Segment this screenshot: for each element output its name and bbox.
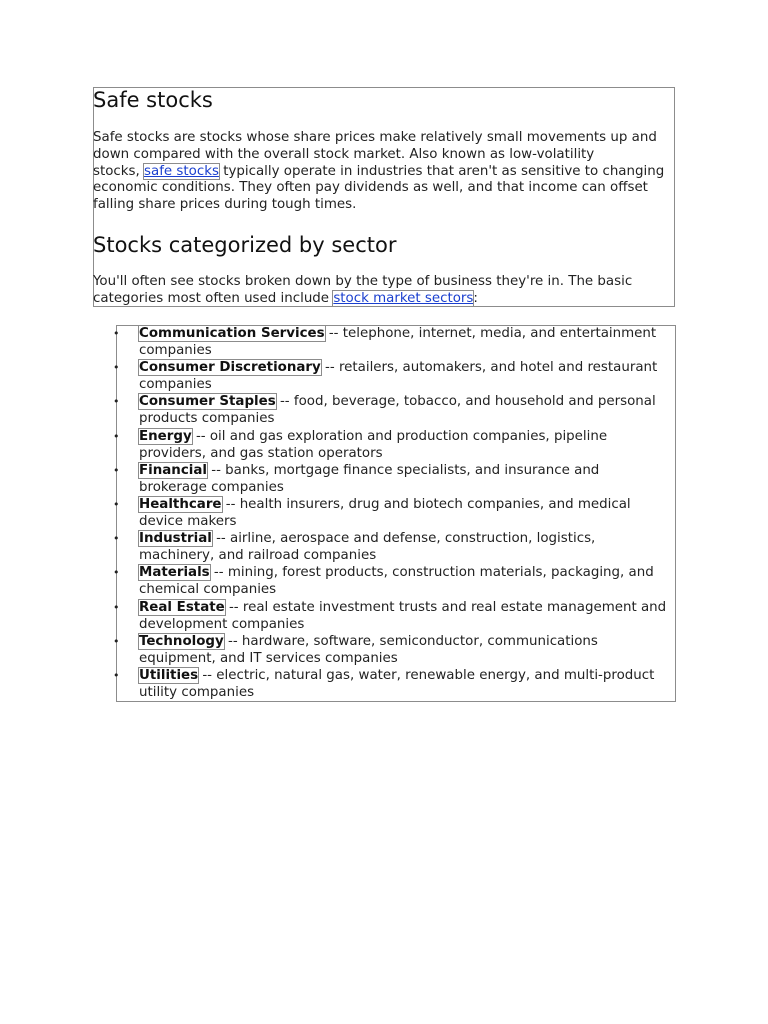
- bullet-icon: •: [113, 566, 120, 580]
- sector-description: utility companies: [139, 684, 255, 700]
- sector-description: providers, and gas station operators: [139, 445, 383, 461]
- sector-entry: [139, 667, 679, 701]
- sector-term: Energy: [139, 428, 192, 444]
- sector-description: machinery, and railroad companies: [139, 548, 377, 564]
- sector-description: -- oil and gas exploration and production companies, pipeline: [191, 428, 608, 444]
- safe-stocks-link[interactable]: safe stocks: [144, 163, 219, 179]
- list-item: [113, 599, 676, 633]
- sector-entry: [139, 462, 679, 496]
- sector-term: Communication Services: [139, 326, 325, 341]
- paragraph-line: [93, 291, 683, 308]
- paragraph-line: Safe stocks are stocks whose share prices make relatively small movements up and: [93, 130, 657, 145]
- sector-description: products companies: [139, 411, 275, 427]
- sector-description: chemical companies: [139, 582, 277, 598]
- paragraph-line: [93, 164, 683, 181]
- sector-line: [139, 359, 679, 376]
- bullet-icon: •: [113, 532, 120, 546]
- bullet-icon: •: [113, 327, 120, 340]
- paragraph-text: categories most often used include: [93, 290, 334, 306]
- bullet-icon: •: [113, 600, 120, 614]
- sector-description: -- airline, aerospace and defense, construction, logistics,: [211, 531, 596, 547]
- sector-description: -- mining, forest products, construction materials, packaging, and: [209, 565, 654, 581]
- bullet-icon: •: [113, 361, 120, 375]
- bullet-icon: •: [113, 634, 120, 648]
- sector-list: [113, 325, 676, 701]
- sector-term: Industrial: [139, 531, 212, 547]
- sector-term: Consumer Discretionary: [139, 360, 321, 376]
- sector-line: [139, 599, 679, 616]
- sector-entry: [139, 633, 679, 667]
- sector-entry: [139, 564, 679, 598]
- sector-description: -- health insurers, drug and biotech companies, and medical: [221, 496, 631, 512]
- stock-market-sectors-link[interactable]: stock market sectors: [333, 290, 474, 306]
- sector-description: -- electric, natural gas, water, renewable energy, and multi-product: [198, 667, 655, 683]
- paragraph-text: typically operate in industries that aren't as sensitive to changing: [218, 163, 665, 179]
- bullet-icon: •: [113, 463, 120, 477]
- sector-entry: [139, 359, 679, 393]
- safe-stocks-paragraph: [93, 130, 683, 214]
- sector-term: Technology: [139, 633, 224, 649]
- list-item: [113, 359, 676, 393]
- sector-entry: [139, 599, 679, 633]
- sectors-heading: Stocks categorized by sector: [93, 233, 397, 257]
- list-item: [113, 428, 676, 462]
- list-item: [113, 393, 676, 427]
- sector-description: -- real estate investment trusts and real estate management and: [224, 599, 667, 615]
- list-item: [113, 633, 676, 667]
- sector-line: [139, 428, 679, 445]
- sector-line: [139, 667, 679, 684]
- sector-description: -- banks, mortgage finance specialists, and insurance and: [207, 462, 600, 478]
- sector-term: Materials: [139, 565, 210, 581]
- paragraph-text: stocks,: [93, 163, 145, 179]
- sector-description: -- hardware, software, semiconductor, communications: [223, 633, 598, 649]
- paragraph-line: down compared with the overall stock market. Also known as low-volatility: [93, 146, 595, 162]
- list-item: [113, 564, 676, 598]
- paragraph-text: :: [473, 290, 478, 306]
- safe-stocks-heading: Safe stocks: [93, 88, 213, 112]
- sector-term: Real Estate: [139, 599, 225, 615]
- sector-term: Healthcare: [139, 496, 222, 512]
- list-item: [113, 462, 676, 496]
- bullet-icon: •: [113, 668, 120, 682]
- sector-description: -- food, beverage, tobacco, and household and personal: [275, 394, 656, 410]
- bullet-icon: •: [113, 429, 120, 443]
- sector-description: companies: [139, 343, 212, 358]
- list-item: [113, 530, 676, 564]
- sector-term: Financial: [139, 462, 207, 478]
- sector-description: development companies: [139, 616, 305, 632]
- sector-entry: [139, 393, 679, 427]
- sector-entry: [139, 325, 679, 359]
- sectors-paragraph: [93, 274, 683, 308]
- sector-description: equipment, and IT services companies: [139, 650, 398, 666]
- sector-description: brokerage companies: [139, 479, 284, 495]
- sector-description: device makers: [139, 513, 237, 529]
- paragraph-line: falling share prices during tough times.: [93, 197, 357, 213]
- list-item: [113, 496, 676, 530]
- sector-term: Consumer Staples: [139, 394, 276, 410]
- sector-line: [139, 496, 679, 513]
- sector-entry: [139, 530, 679, 564]
- paragraph-line: economic conditions. They often pay dividends as well, and that income can offset: [93, 180, 648, 196]
- paragraph-line: You'll often see stocks broken down by the type of business they're in. The basic: [93, 274, 633, 289]
- sector-description: -- retailers, automakers, and hotel and restaurant: [320, 360, 658, 376]
- list-item: [113, 325, 676, 359]
- bullet-icon: •: [113, 395, 120, 409]
- sector-line: [139, 462, 679, 479]
- sector-description: companies: [139, 377, 212, 393]
- sector-entry: [139, 496, 679, 530]
- sector-line: [139, 393, 679, 410]
- sector-entry: [139, 428, 679, 462]
- sector-line: [139, 530, 679, 547]
- sector-term: Utilities: [139, 667, 199, 683]
- sector-line: [139, 633, 679, 650]
- bullet-icon: •: [113, 497, 120, 511]
- sector-description: -- telephone, internet, media, and entertainment: [324, 326, 657, 341]
- list-item: [113, 667, 676, 701]
- sector-line: [139, 325, 679, 342]
- sector-line: [139, 564, 679, 581]
